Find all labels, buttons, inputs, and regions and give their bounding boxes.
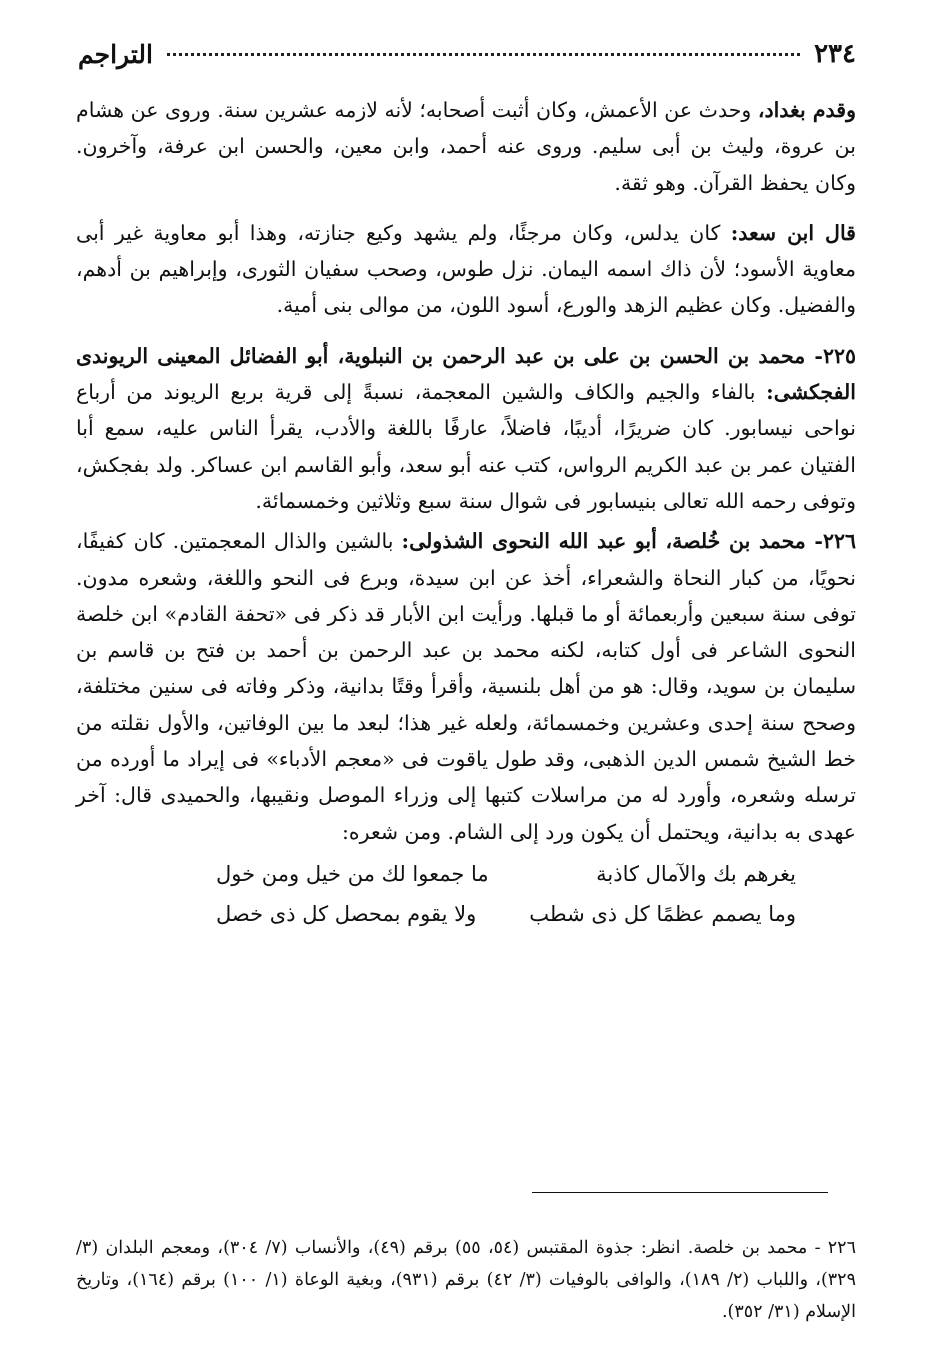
paragraph-text: كان يدلس، وكان مرجئًا، ولم يشهد وكيع جنازته، وهذا أبو معاوية غير أبى معاوية الأسود؛ لأن ذاك اسمه اليمان. نزل طوس، وصحب سفيان الثورى، وإبراهيم بن أدهم، والفضيل. وكان عظيم الزهد والورع، أسود اللون، من موالى بنى أمية. [76,220,856,318]
verse-line [216,894,796,934]
entry-226 [76,523,856,850]
verse-line [216,854,796,894]
entry-text: بالشين والذال المعجمتين. كان كفيفًا، نحويًا، من كبار النحاة والشعراء، أخذ عن ابن سيدة، وبرع فى النحو واللغة، وشعره مدون. توفى سنة سبعين وأربعمائة أو ما قبلها. ورأيت ابن الأبار قد ذكر فى «تحفة القادم» ابن خلصة النحوى الشاعر فى أول كتابه، لكنه محمد بن عبد الرحمن بن أحمد بن فتح بن قاسم بن سليمان بن سويد، وقال: هو من أهل بلنسية، وأقرأ وقتًا بدانية، وذكر وفاته فى سنين مختلفة، وصحح سنة إحدى وعشرين وخمسمائة، ولعله غير هذا؛ لبعد ما بين الوفاتين، والأول نقلته من خط الشيخ شمس الدين الذهبى، وقد طول ياقوت فى «معجم الأدباء» فى إيراد ما أورده من ترسله وشعره، وأورد له من مراسلات كتبها إلى وزراء الموصل ونقيبها، والحميدى قال: آخر عهدى به بدانية، ويحتمل أن يكون ورد إلى الشام. ومن شعره: [76,529,856,844]
footnote-separator [532,1192,828,1193]
page-number: ٢٣٤ [814,39,856,69]
footnote-text: ٢٢٦ - محمد بن خلصة. انظر: جذوة المقتبس (٥٤، ٥٥) برقم (٤٩)، والأنساب (٧/ ٣٠٤)، ومعجم البلدان (٣/ ٣٢٩)، واللباب (٢/ ١٨٩)، والوافى بالوفيات (٣/ ٤٢) برقم (٩٣١)، وبغية الوعاة (١/ ١٠٠) برقم (١٦٤)، وتاريخ الإسلام (٣١/ ٣٥٢). [76,1237,856,1322]
entry-text: بالفاء والجيم والكاف والشين المعجمة، نسبةً إلى قرية بربع الريوند من أرباع نواحى نيسابور. كان ضريرًا، أديبًا، فاضلاً، عارفًا باللغة والأدب، يقرأ الناس عليه، سمع أبا الفتيان عمر بن عبد الكريم الرواس، كتب عنه أبو سعد، وأبو القاسم ابن عساكر. ولد بفجكش، وتوفى رحمه الله تعالى بنيسابور فى شوال سنة سبع وثلاثين وخمسمائة. [76,380,856,513]
paragraph-text: وحدث عن الأعمش، وكان أثبت أصحابه؛ لأنه لازمه عشرين سنة. وروى عن هشام بن عروة، وليث بن أبى سليم. وروى عنه أحمد، وابن معين، والحسن ابن عرفة، وآخرون. وكان يحفظ القرآن. وهو ثقة. [76,98,856,195]
page-header [78,34,856,74]
entry-225 [76,338,856,519]
paragraph-continuation [76,92,856,201]
verse-second-hemistich: ولا يقوم بمحصل كل ذى خصل [216,901,477,926]
header-dot-leader [167,53,800,56]
running-title: التراجم [78,39,153,69]
page-body [76,92,856,934]
verse-first-hemistich: يغرهم بك والآمال كاذبة [596,861,796,886]
verse-second-hemistich: ما جمعوا لك من خيل ومن خول [216,861,489,886]
paragraph-ibn-saad [76,215,856,324]
poem [76,854,856,934]
paragraph-lead: قال ابن سعد: [730,220,856,245]
paragraph-lead: وقدم بغداد، [757,98,856,122]
verse-first-hemistich: وما يصمم عظمًا كل ذى شطب [529,901,796,926]
entry-heading: ٢٢٥- محمد بن الحسن بن على بن عبد الرحمن بن النبلوية، أبو الفضائل المعينى الريوندى الفجكشى: [76,343,856,405]
entry-heading: ٢٢٦- محمد بن خُلصة، أبو عبد الله النحوى الشذولى: [401,529,856,554]
footnote [76,1232,856,1328]
